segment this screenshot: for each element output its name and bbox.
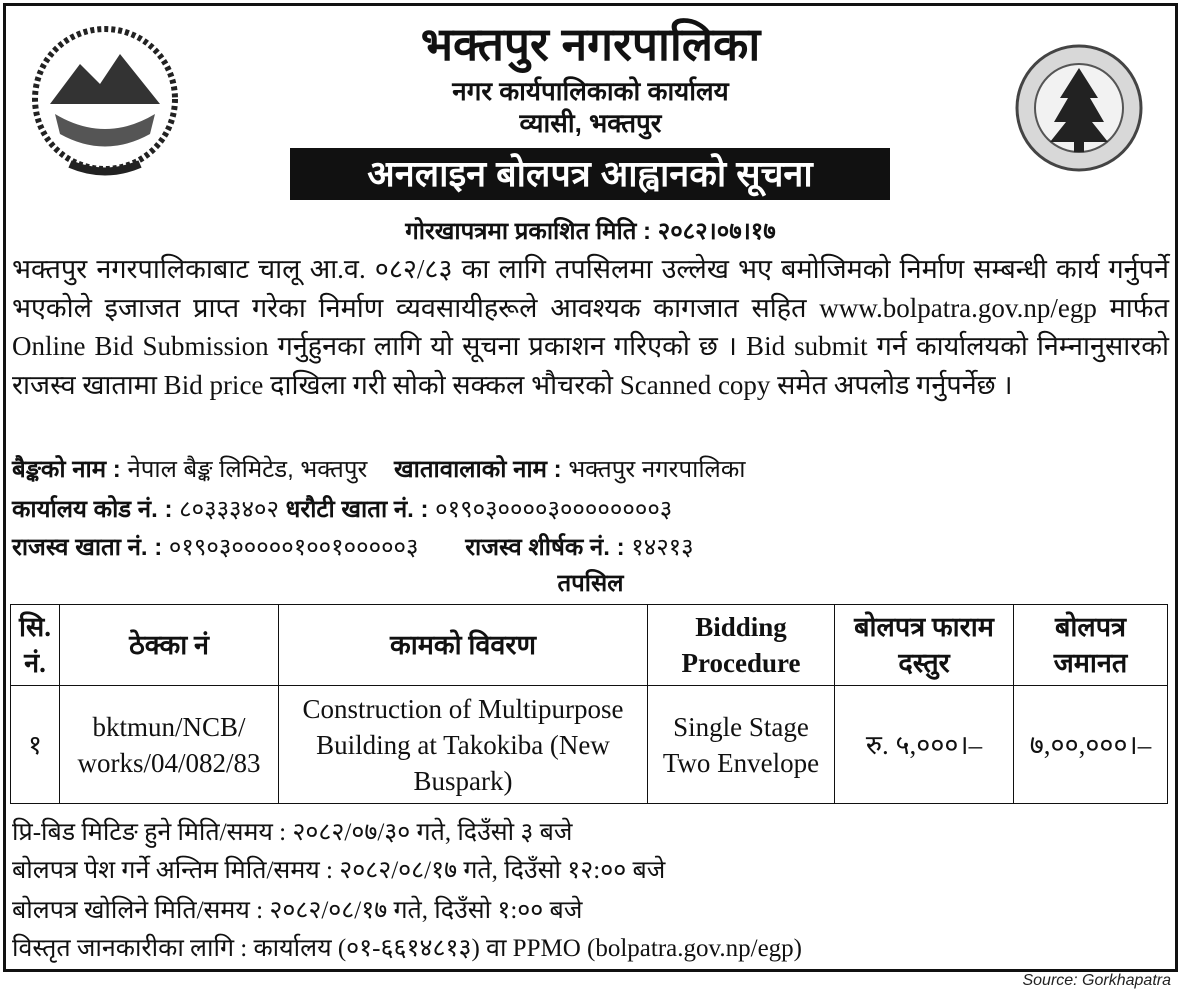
cell-procedure: Single Stage Two Envelope bbox=[648, 686, 835, 804]
holder-value: भक्तपुर नगरपालिका bbox=[568, 456, 746, 483]
office-name: नगर कार्यपालिकाको कार्यालय bbox=[452, 76, 729, 106]
opening-date: बोलपत्र खोलिने मिति/समय : २०८२/०८/१७ गते, दिउँसो १:०० बजे bbox=[12, 897, 583, 924]
deposit-value: ०१९०३००००३००००००००३ bbox=[435, 496, 673, 523]
municipality-title: भक्तपुर नगरपालिका bbox=[420, 18, 761, 70]
revenue-value: ०१९०३०००००१००१०००००३ bbox=[168, 534, 419, 561]
table-row bbox=[11, 686, 1168, 804]
revenue-head-label: राजस्व शीर्षक नं. : bbox=[465, 534, 625, 561]
office-address: व्यासी, भक्तपुर bbox=[519, 108, 662, 138]
cell-bid-security: ७,००,०००।– bbox=[1014, 686, 1168, 804]
bank-value: नेपाल बैङ्क लिमिटेड, भक्तपुर bbox=[127, 456, 368, 483]
col-sn: सि. नं. bbox=[11, 605, 60, 686]
notice-banner: अनलाइन बोलपत्र आह्वानको सूचना bbox=[290, 148, 890, 200]
col-contract-no: ठेक्का नं bbox=[60, 605, 279, 686]
revenue-label: राजस्व खाता नं. : bbox=[12, 534, 163, 561]
source-credit: Source: Gorkhapatra bbox=[1022, 972, 1171, 989]
contact-info: विस्तृत जानकारीका लागि : कार्यालय (०१-६६१४८१३) वा PPMO (bolpatra.gov.np/egp) bbox=[12, 935, 802, 962]
office-code-value: ८०३३३४०२ bbox=[179, 496, 279, 523]
submission-deadline: बोलपत्र पेश गर्ने अन्तिम मिति/समय : २०८२/०८/१७ गते, दिउँसो १२:०० बजे bbox=[12, 857, 666, 884]
col-form-fee: बोलपत्र फाराम दस्तुर bbox=[835, 605, 1014, 686]
cell-description: Construction of Multipurpose Building at Takokiba (New Buspark) bbox=[279, 686, 648, 804]
office-code-label: कार्यालय कोड नं. : bbox=[12, 496, 173, 523]
revenue-head-value: १४२१३ bbox=[631, 534, 694, 561]
revenue-line bbox=[12, 530, 694, 563]
bank-line bbox=[12, 452, 745, 485]
published-date: गोरखापत्रमा प्रकाशित मिति : २०८२।०७।१७ bbox=[405, 218, 776, 245]
office-code-line bbox=[12, 492, 672, 525]
table-header-row bbox=[11, 605, 1168, 686]
cell-form-fee: रु. ५,०००।– bbox=[835, 686, 1014, 804]
deposit-label: धरौटी खाता नं. : bbox=[285, 496, 429, 523]
schedule-title: तपसिल bbox=[557, 570, 624, 597]
holder-label: खातावालाको नाम : bbox=[393, 456, 562, 483]
col-procedure: Bidding Procedure bbox=[648, 605, 835, 686]
notice-body: भक्तपुर नगरपालिकाबाट चालू आ.व. ०८२/८३ का लागि तपसिलमा उल्लेख भए बमोजिमको निर्माण सम्बन्धी कार्य गर्नुपर्ने भएकोले इजाजत प्राप्त गरेका निर्माण व्यवसायीहरूले आवश्यक कागजात सहित www.bolpatra.gov.np/egp मार्फत Online Bid Submission गर्नुहुनका लागि यो सूचना प्रकाशन गरिएको छ । Bid submit गर्न कार्यालयको निम्नानुसारको राजस्व खातामा Bid price दाखिला गरी सोको सक्कल भौचरको Scanned copy समेत अपलोड गर्नुपर्नेछ । bbox=[12, 254, 1169, 400]
cell-sn: १ bbox=[11, 686, 60, 804]
schedule-table bbox=[10, 604, 1168, 804]
col-description: कामको विवरण bbox=[279, 605, 648, 686]
bank-label: बैङ्कको नाम : bbox=[12, 456, 121, 483]
prebid-meeting: प्रि-बिड मिटिङ हुने मिति/समय : २०८२/०७/३० गते, दिउँसो ३ बजे bbox=[12, 819, 573, 846]
cell-contract-no: bktmun/NCB/ works/04/082/83 bbox=[60, 686, 279, 804]
col-bid-security: बोलपत्र जमानत bbox=[1014, 605, 1168, 686]
